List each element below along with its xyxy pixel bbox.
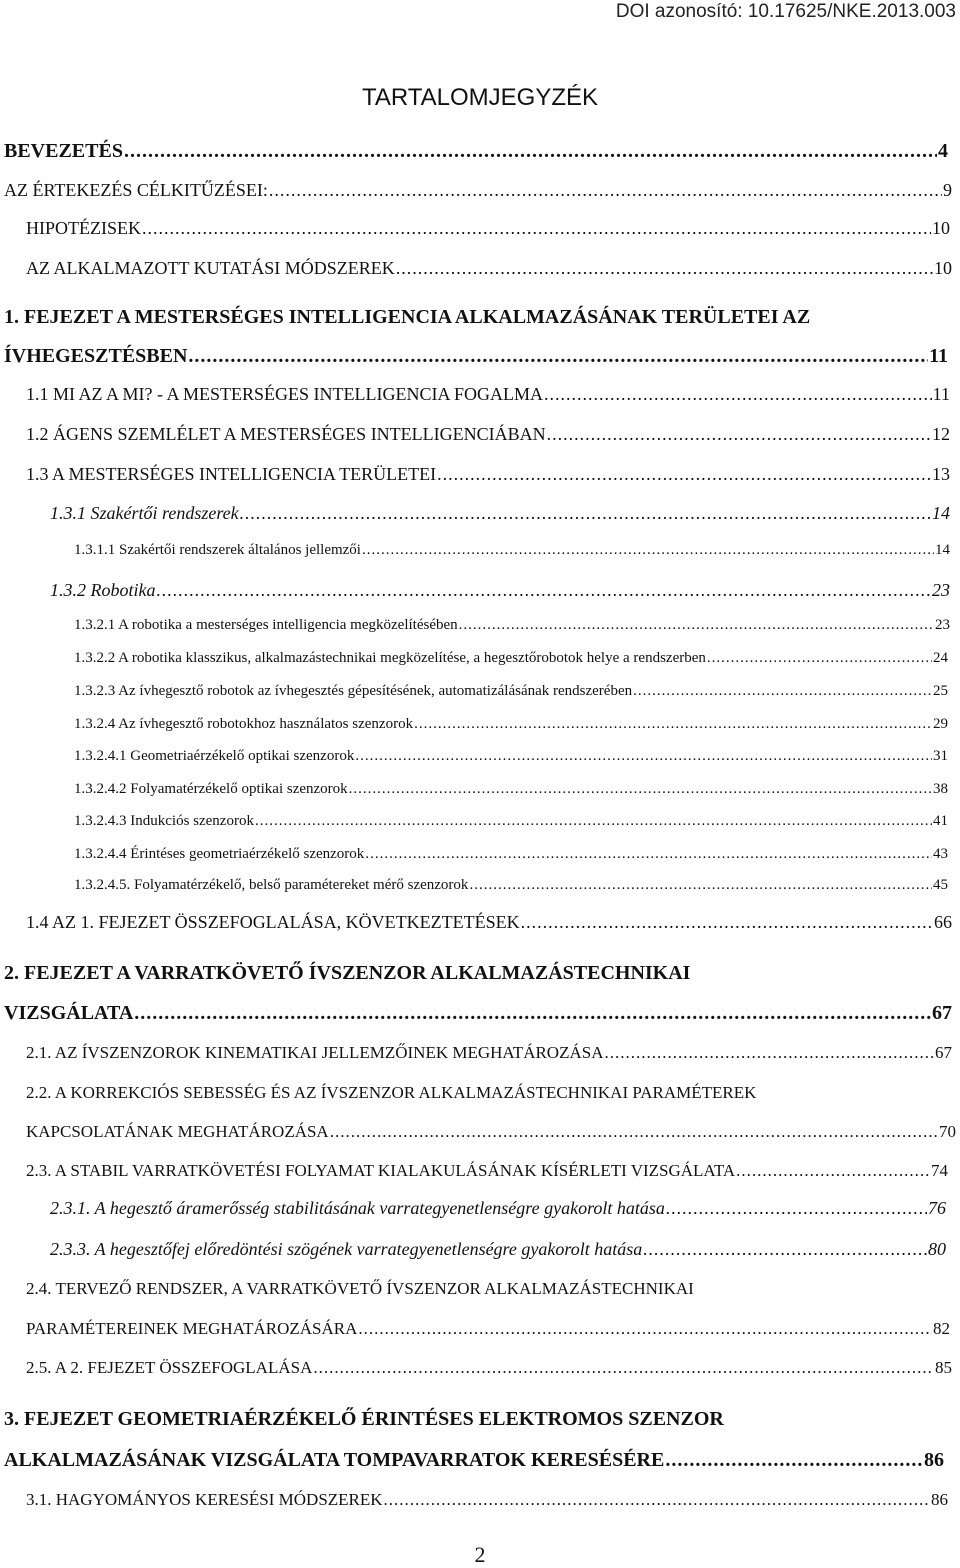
toc-entry-label: HIPOTÉZISEK xyxy=(26,218,141,238)
toc-entry[interactable] xyxy=(74,683,948,700)
toc-dot-leader xyxy=(521,912,933,933)
toc-entry-label: KAPCSOLATÁNAK MEGHATÁROZÁSA xyxy=(26,1122,329,1141)
toc-entry-page: 86 xyxy=(924,1449,944,1471)
toc-entry[interactable] xyxy=(4,1408,952,1431)
toc-dot-leader xyxy=(365,846,932,863)
toc-dot-leader xyxy=(707,650,932,667)
toc-entry-label: 1.3.1.1 Szakértői rendszerek általános jellemzői xyxy=(74,542,361,558)
toc-dot-leader xyxy=(124,140,937,163)
toc-dot-leader xyxy=(384,1490,930,1510)
toc-entry-label: BEVEZETÉS xyxy=(4,140,123,162)
toc-entry-page: 13 xyxy=(932,464,950,484)
toc-entry-page: 4 xyxy=(938,140,948,162)
toc-entry-label: 2.2. A KORREKCIÓS SEBESSÉG ÉS AZ ÍVSZENZOR ALKALMAZÁSTECHNIKAI PARAMÉTEREK xyxy=(26,1083,757,1102)
toc-entry[interactable] xyxy=(50,580,950,601)
toc-entry-page: 67 xyxy=(935,1043,952,1062)
toc-entry-page: 45 xyxy=(933,877,948,893)
toc-entry-page: 74 xyxy=(931,1161,948,1180)
toc-entry-label: 1.3.2.1 A robotika a mesterséges intelligencia megközelítésében xyxy=(74,617,458,633)
toc-entry-page: 11 xyxy=(929,345,948,367)
toc-entry-label: 2. FEJEZET A VARRATKÖVETŐ ÍVSZENZOR ALKALMAZÁSTECHNIKAI xyxy=(4,962,691,984)
toc-entry[interactable] xyxy=(74,813,948,830)
toc-entry[interactable] xyxy=(26,912,952,933)
toc-entry[interactable] xyxy=(26,258,952,279)
toc-dot-leader xyxy=(547,424,931,445)
toc-dot-leader xyxy=(330,1122,938,1142)
toc-entry[interactable] xyxy=(74,716,948,733)
toc-dot-leader xyxy=(240,503,931,524)
doi-header: DOI azonosító: 10.17625/NKE.2013.003 xyxy=(615,1,956,22)
toc-dot-leader xyxy=(396,258,933,279)
toc-entry[interactable] xyxy=(4,180,952,201)
toc-dot-leader xyxy=(665,1449,923,1472)
toc-entry-page: 14 xyxy=(935,542,950,558)
toc-entry-label: ALKALMAZÁSÁNAK VIZSGÁLATA TOMPAVARRATOK KERESÉSÉRE xyxy=(4,1449,665,1471)
toc-entry-label: 2.1. AZ ÍVSZENZOROK KINEMATIKAI JELLEMZŐINEK MEGHATÁROZÁSA xyxy=(26,1043,604,1062)
toc-entry-page: 38 xyxy=(933,781,948,797)
toc-entry[interactable] xyxy=(50,503,950,524)
toc-entry[interactable] xyxy=(4,306,952,329)
toc-dot-leader xyxy=(269,180,942,201)
toc-dot-leader xyxy=(134,1002,931,1025)
toc-entry[interactable] xyxy=(4,345,948,368)
toc-entry-label: AZ ÉRTEKEZÉS CÉLKITŰZÉSEI: xyxy=(4,180,268,200)
toc-entry[interactable] xyxy=(26,1358,952,1378)
toc-entry-page: 66 xyxy=(934,912,952,932)
toc-entry-page: 86 xyxy=(931,1490,948,1509)
toc-entry-page: 11 xyxy=(932,384,950,404)
toc-dot-leader xyxy=(414,716,932,733)
toc-entry-page: 23 xyxy=(932,580,950,600)
toc-entry-label: 2.3.3. A hegesztőfej előredöntési szögének varrategyenetlenségre gyakorolt hatása xyxy=(50,1239,643,1259)
toc-entry[interactable] xyxy=(50,1239,946,1260)
toc-dot-leader xyxy=(633,683,932,700)
toc-entry-label: 1.3 A MESTERSÉGES INTELLIGENCIA TERÜLETEI xyxy=(26,464,437,484)
toc-dot-leader xyxy=(362,542,934,559)
toc-dot-leader xyxy=(469,877,932,894)
toc-entry-page: 23 xyxy=(935,617,950,633)
toc-entry-label: 2.3. A STABIL VARRATKÖVETÉSI FOLYAMAT KIALAKULÁSÁNAK KÍSÉRLETI VIZSGÁLATA xyxy=(26,1161,736,1180)
toc-entry-page: 76 xyxy=(928,1198,946,1218)
toc-entry[interactable] xyxy=(74,542,950,559)
toc-entry-page: 31 xyxy=(933,748,948,764)
toc-dot-leader xyxy=(188,345,928,368)
toc-entry-label: 1.1 MI AZ A MI? - A MESTERSÉGES INTELLIGENCIA FOGALMA xyxy=(26,384,543,404)
toc-entry-label: 1.3.1 Szakértői rendszerek xyxy=(50,503,239,523)
toc-entry[interactable] xyxy=(74,846,948,863)
toc-entry[interactable] xyxy=(74,781,948,798)
toc-entry[interactable] xyxy=(4,140,948,163)
toc-dot-leader xyxy=(544,384,932,405)
toc-dot-leader xyxy=(459,617,934,634)
page-number: 2 xyxy=(474,1542,486,1567)
toc-entry-page: 80 xyxy=(928,1239,946,1259)
toc-entry-label: 1.3.2.4.2 Folyamatérzékelő optikai szenzorok xyxy=(74,781,348,797)
toc-entry[interactable] xyxy=(74,650,948,667)
toc-entry-label: 1.3.2.4.4 Érintéses geometriaérzékelő szenzorok xyxy=(74,846,365,862)
toc-entry[interactable] xyxy=(26,1161,948,1181)
toc-entry-page: 43 xyxy=(933,846,948,862)
toc-entry-label: 1.2 ÁGENS SZEMLÉLET A MESTERSÉGES INTELLIGENCIÁBAN xyxy=(26,424,546,444)
toc-entry-label: 1.3.2.4 Az ívhegesztő robotokhoz használatos szenzorok xyxy=(74,716,414,732)
toc-entry-page: 41 xyxy=(933,813,948,829)
toc-entry[interactable] xyxy=(26,1490,948,1510)
toc-entry[interactable] xyxy=(74,748,948,765)
toc-entry-label: 2.5. A 2. FEJEZET ÖSSZEFOGLALÁSA xyxy=(26,1358,313,1377)
toc-entry-label: 1.3.2.4.3 Indukciós szenzorok xyxy=(74,813,254,829)
toc-entry[interactable] xyxy=(26,1319,950,1339)
toc-entry[interactable] xyxy=(74,617,950,634)
toc-entry-label: 1.3.2.4.5. Folyamatérzékelő, belső paramétereket mérő szenzorok xyxy=(74,877,469,893)
toc-dot-leader xyxy=(142,218,931,239)
toc-entry[interactable] xyxy=(26,1279,952,1299)
toc-entry-label: ÍVHEGESZTÉSBEN xyxy=(4,345,188,367)
toc-dot-leader xyxy=(358,1319,932,1339)
toc-entry-label: 1.3.2 Robotika xyxy=(50,580,156,600)
toc-entry-page: 9 xyxy=(943,180,952,200)
toc-entry-page: 24 xyxy=(933,650,948,666)
toc-entry[interactable] xyxy=(4,1449,944,1472)
toc-entry-label: 1.3.2.4.1 Geometriaérzékelő optikai szenzorok xyxy=(74,748,355,764)
toc-entry-label: PARAMÉTEREINEK MEGHATÁROZÁSÁRA xyxy=(26,1319,358,1338)
toc-entry-page: 25 xyxy=(933,683,948,699)
toc-entry-label: 1.3.2.2 A robotika klasszikus, alkalmazástechnikai megközelítése, a hegesztőrobotok helye a rendszerben xyxy=(74,650,706,666)
toc-entry[interactable] xyxy=(26,384,950,405)
toc-dot-leader xyxy=(349,781,932,798)
toc-entry[interactable] xyxy=(26,1043,952,1063)
toc-entry-label: 1.4 AZ 1. FEJEZET ÖSSZEFOGLALÁSA, KÖVETKEZTETÉSEK xyxy=(26,912,520,932)
toc-dot-leader xyxy=(355,748,932,765)
toc-entry-page: 29 xyxy=(933,716,948,732)
toc-entry-page: 70 xyxy=(939,1122,956,1141)
toc-entry-label: 2.4. TERVEZŐ RENDSZER, A VARRATKÖVETŐ ÍVSZENZOR ALKALMAZÁSTECHNIKAI xyxy=(26,1279,694,1298)
toc-entry[interactable] xyxy=(26,1122,956,1142)
toc-entry[interactable] xyxy=(26,1083,952,1103)
toc-entry-label: 3. FEJEZET GEOMETRIAÉRZÉKELŐ ÉRINTÉSES ELEKTROMOS SZENZOR xyxy=(4,1408,724,1430)
toc-entry[interactable] xyxy=(4,1002,952,1025)
toc-entry-page: 67 xyxy=(932,1002,952,1024)
toc-entry-page: 85 xyxy=(935,1358,952,1377)
toc-entry-page: 14 xyxy=(932,503,950,523)
toc-entry-label: 1. FEJEZET A MESTERSÉGES INTELLIGENCIA ALKALMAZÁSÁNAK TERÜLETEI AZ xyxy=(4,306,811,328)
toc-dot-leader xyxy=(313,1358,934,1378)
toc-entry-page: 82 xyxy=(933,1319,950,1338)
toc-entry[interactable] xyxy=(26,464,950,485)
toc-entry-page: 12 xyxy=(932,424,950,444)
toc-dot-leader xyxy=(255,813,932,830)
toc-entry-label: VIZSGÁLATA xyxy=(4,1002,134,1024)
toc-title: TARTALOMJEGYZÉK xyxy=(361,84,599,111)
toc-entry[interactable] xyxy=(50,1198,946,1219)
toc-dot-leader xyxy=(604,1043,934,1063)
toc-entry-label: 2.3.1. A hegesztő áramerősség stabilitásának varrategyenetlenségre gyakorolt hatása xyxy=(50,1198,665,1218)
toc-dot-leader xyxy=(666,1198,927,1219)
toc-entry[interactable] xyxy=(74,877,948,894)
toc-dot-leader xyxy=(437,464,931,485)
toc-dot-leader xyxy=(643,1239,927,1260)
toc-entry[interactable] xyxy=(26,424,950,445)
toc-entry-label: 3.1. HAGYOMÁNYOS KERESÉSI MÓDSZEREK xyxy=(26,1490,383,1509)
toc-entry-page: 10 xyxy=(932,218,950,238)
toc-entry-label: AZ ALKALMAZOTT KUTATÁSI MÓDSZEREK xyxy=(26,258,395,278)
toc-entry-page: 10 xyxy=(934,258,952,278)
toc-entry[interactable] xyxy=(26,218,950,239)
toc-entry-label: 1.3.2.3 Az ívhegesztő robotok az ívhegesztés gépesítésének, automatizálásának rendszerében xyxy=(74,683,633,699)
toc-dot-leader xyxy=(736,1161,930,1181)
toc-dot-leader xyxy=(157,580,932,601)
toc-entry[interactable] xyxy=(4,962,952,985)
